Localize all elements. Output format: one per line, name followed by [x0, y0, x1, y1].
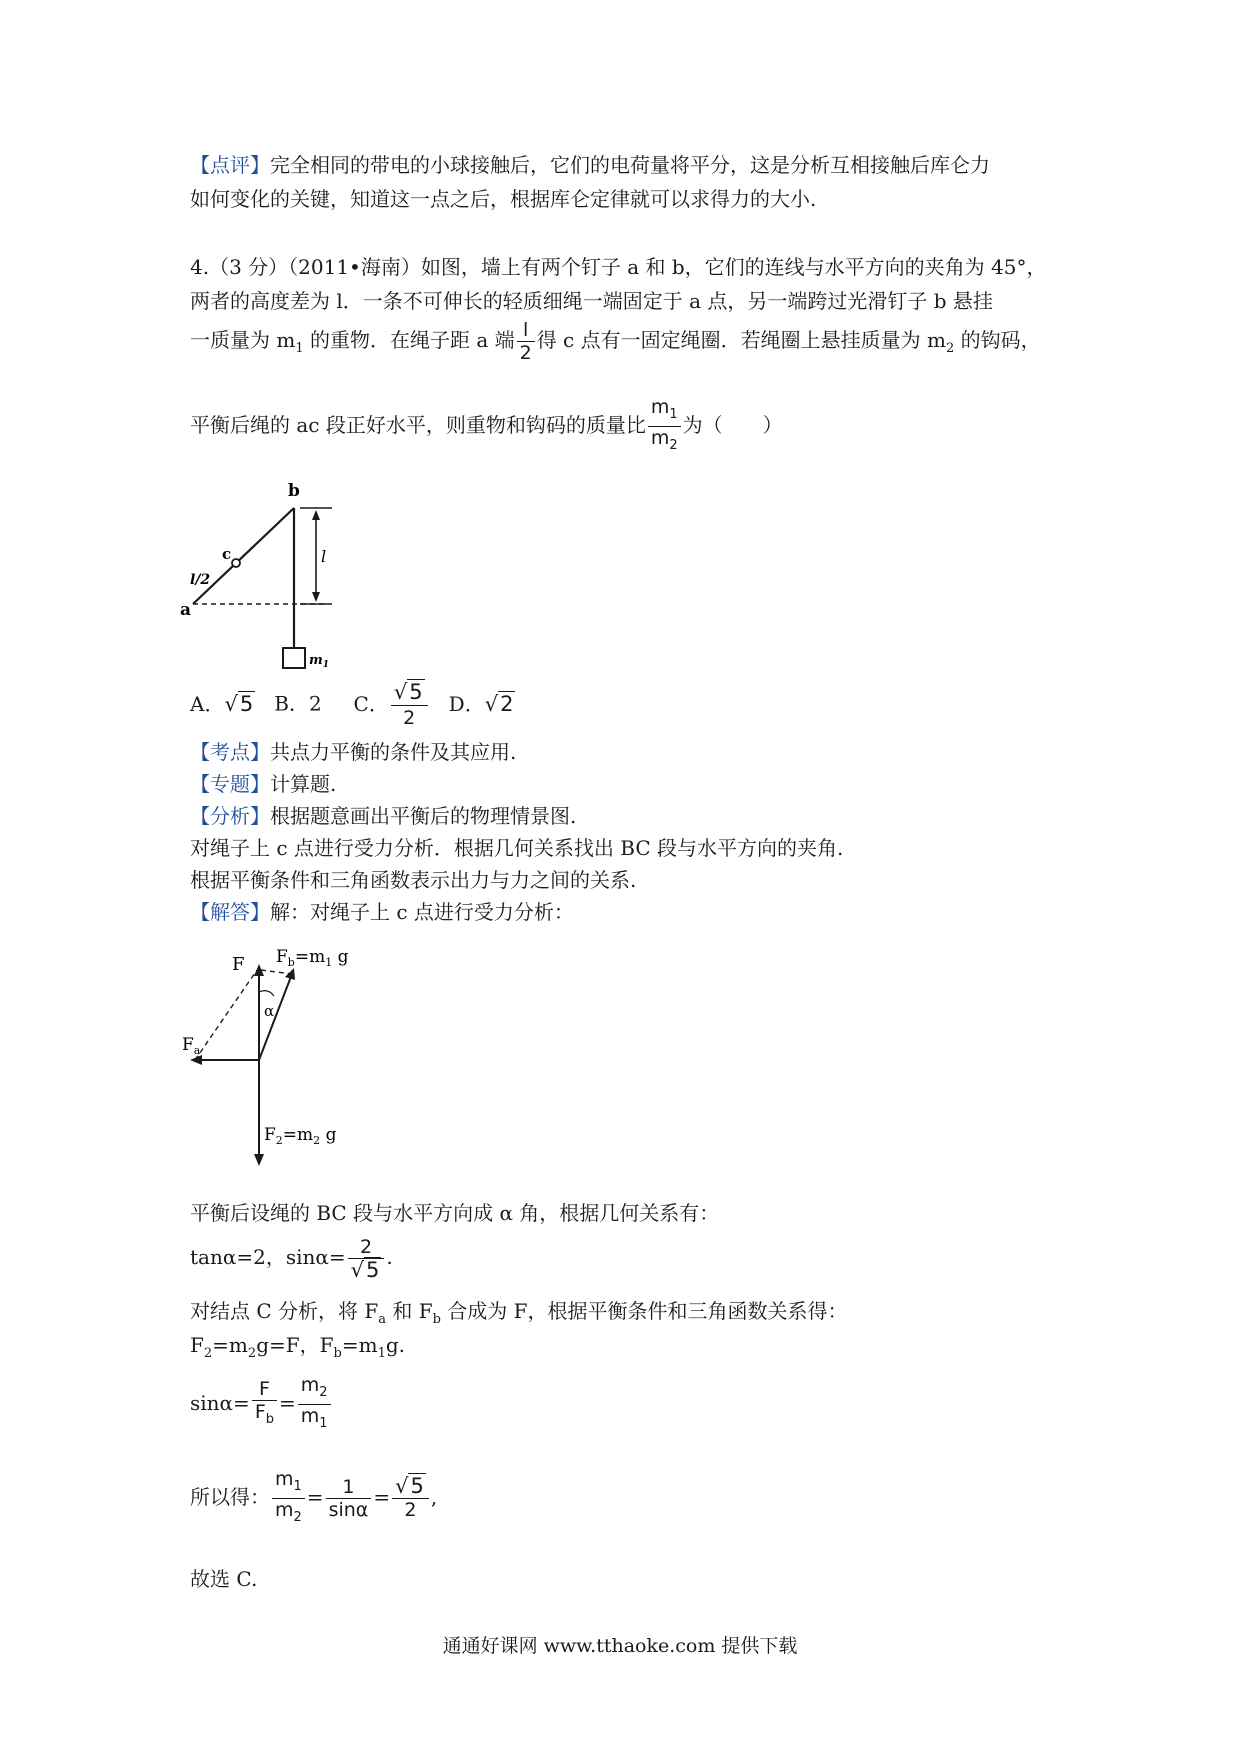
question-stem [190, 250, 1070, 318]
analysis-block [190, 736, 1070, 928]
solution-line-3: 对结点 C 分析，将 $F_a$ 和 $F_b$ 合成为 F，根据平衡条件和三角函数关系得： [190, 1299, 848, 1327]
q4-text-b: 为（ ） [682, 412, 783, 437]
figure-pegs-rope [180, 480, 360, 670]
label-a: a [180, 600, 192, 620]
kaodian-line: 【考点】共点力平衡的条件及其应用. [190, 740, 517, 764]
analysis-line-a: 对绳子上 c 点进行受力分析．根据几何关系找出 BC 段与水平方向的夹角. [190, 836, 844, 860]
option-a: A．√5 [190, 691, 254, 716]
q3-text-c: 得 c 点有一固定绳圈．若绳圈上悬挂质量为 m [536, 328, 946, 352]
option-b: B．2 [274, 691, 322, 716]
ratio-num-sub: 1 [669, 406, 678, 422]
note-previous [190, 148, 1070, 216]
fraction-l-over-2 [517, 319, 535, 364]
frac-num: l [517, 319, 535, 342]
frac-den: 2 [519, 342, 532, 364]
question-line-2: 两者的高度差为 l．一条不可伸长的轻质细绳一端固定于 a 点，另一端跨过光滑钉子 b 悬挂 [190, 289, 993, 313]
analysis-line-b: 根据平衡条件和三角函数表示出力与力之间的关系. [190, 868, 637, 892]
label-f2: $F_2=m_2$ g [264, 1125, 337, 1147]
question-line-3 [190, 316, 1070, 373]
ring-c [232, 559, 240, 567]
q3-sub-c: 2 [945, 341, 955, 356]
q3-text-b: 的重物．在绳子距 a 端 [303, 328, 515, 352]
note-line-2: 如何变化的关键，知道这一点之后，根据库仑定律就可以求得力的大小. [190, 187, 817, 211]
dim-arrow-down [312, 592, 320, 602]
q3-text-a: 一质量为 m [190, 328, 296, 352]
zhuanti-line: 【专题】计算题. [190, 772, 337, 796]
parallelogram-left [195, 970, 257, 1060]
q3-text-d: 的钩码， [954, 328, 1041, 352]
solution-line-2: tanα=2，sinα= $\frac{2}{√5}$ . [190, 1235, 393, 1282]
note-tag: 【点评】 [190, 153, 270, 177]
label-f: F [232, 954, 245, 975]
solution-line-6: 所以得： $\frac{m_1}{m_2}$ = $\frac{1}{\sin\alpha}$ = $\frac{√5}{2}$ , [190, 1468, 438, 1525]
weight-m1 [283, 648, 305, 668]
question-line-4 [190, 396, 1070, 457]
dim-arrow-up [312, 510, 320, 520]
rope-ab [193, 508, 294, 604]
solution-line-4: $F_2=m_2g=F$，$F_b=m_1g$. [190, 1333, 406, 1361]
ratio-den-sub: 2 [669, 437, 678, 453]
parallelogram-top [261, 970, 292, 974]
fenxi-line: 【分析】根据题意画出平衡后的物理情景图. [190, 804, 577, 828]
page-footer: 通通好课网 www.tthaoke.com 提供下载 [442, 1635, 798, 1657]
jieda-line: 【解答】解：对绳子上 c 点进行受力分析： [190, 900, 574, 924]
q4-text-a: 平衡后绳的 ac 段正好水平，则重物和钩码的质量比 [190, 412, 646, 437]
angle-arc [259, 991, 274, 996]
solution-line-5: sinα= $\frac{F}{F_b}$ = $\frac{m_2}{m_1}$ [190, 1374, 1070, 1435]
label-alpha: α [264, 1002, 275, 1020]
option-c: C． $\frac{√5}{2}$ [354, 692, 430, 716]
label-l-half: l/2 [190, 572, 211, 588]
ratio-num: m [650, 396, 670, 418]
label-fa: $F_a$ [182, 1035, 201, 1057]
option-d: D．√2 [448, 691, 514, 716]
label-m1: $m_1$ [309, 653, 330, 670]
answer-options [190, 680, 1070, 730]
question-line-1: 4.（3 分）（2011•海南）如图，墙上有两个钉子 a 和 b，它们的连线与水平方向的夹角为 45°， [190, 255, 1047, 279]
label-l: l [321, 547, 327, 566]
figure-force-diagram [180, 930, 370, 1170]
solution-line-1: 平衡后设绳的 BC 段与水平方向成 α 角，根据几何关系有： [190, 1201, 720, 1225]
q3-sub-a: 1 [295, 341, 304, 356]
solution-conclusion: 故选 C. [190, 1567, 258, 1591]
label-c: c [222, 545, 232, 563]
fraction-mass-ratio [648, 396, 681, 457]
label-b: b [288, 481, 300, 501]
label-fb: $F_b=m_1$ g [276, 947, 349, 969]
ratio-den: m [650, 426, 670, 449]
note-line-1: 完全相同的带电的小球接触后，它们的电荷量将平分，这是分析互相接触后库仑力 [270, 153, 990, 177]
